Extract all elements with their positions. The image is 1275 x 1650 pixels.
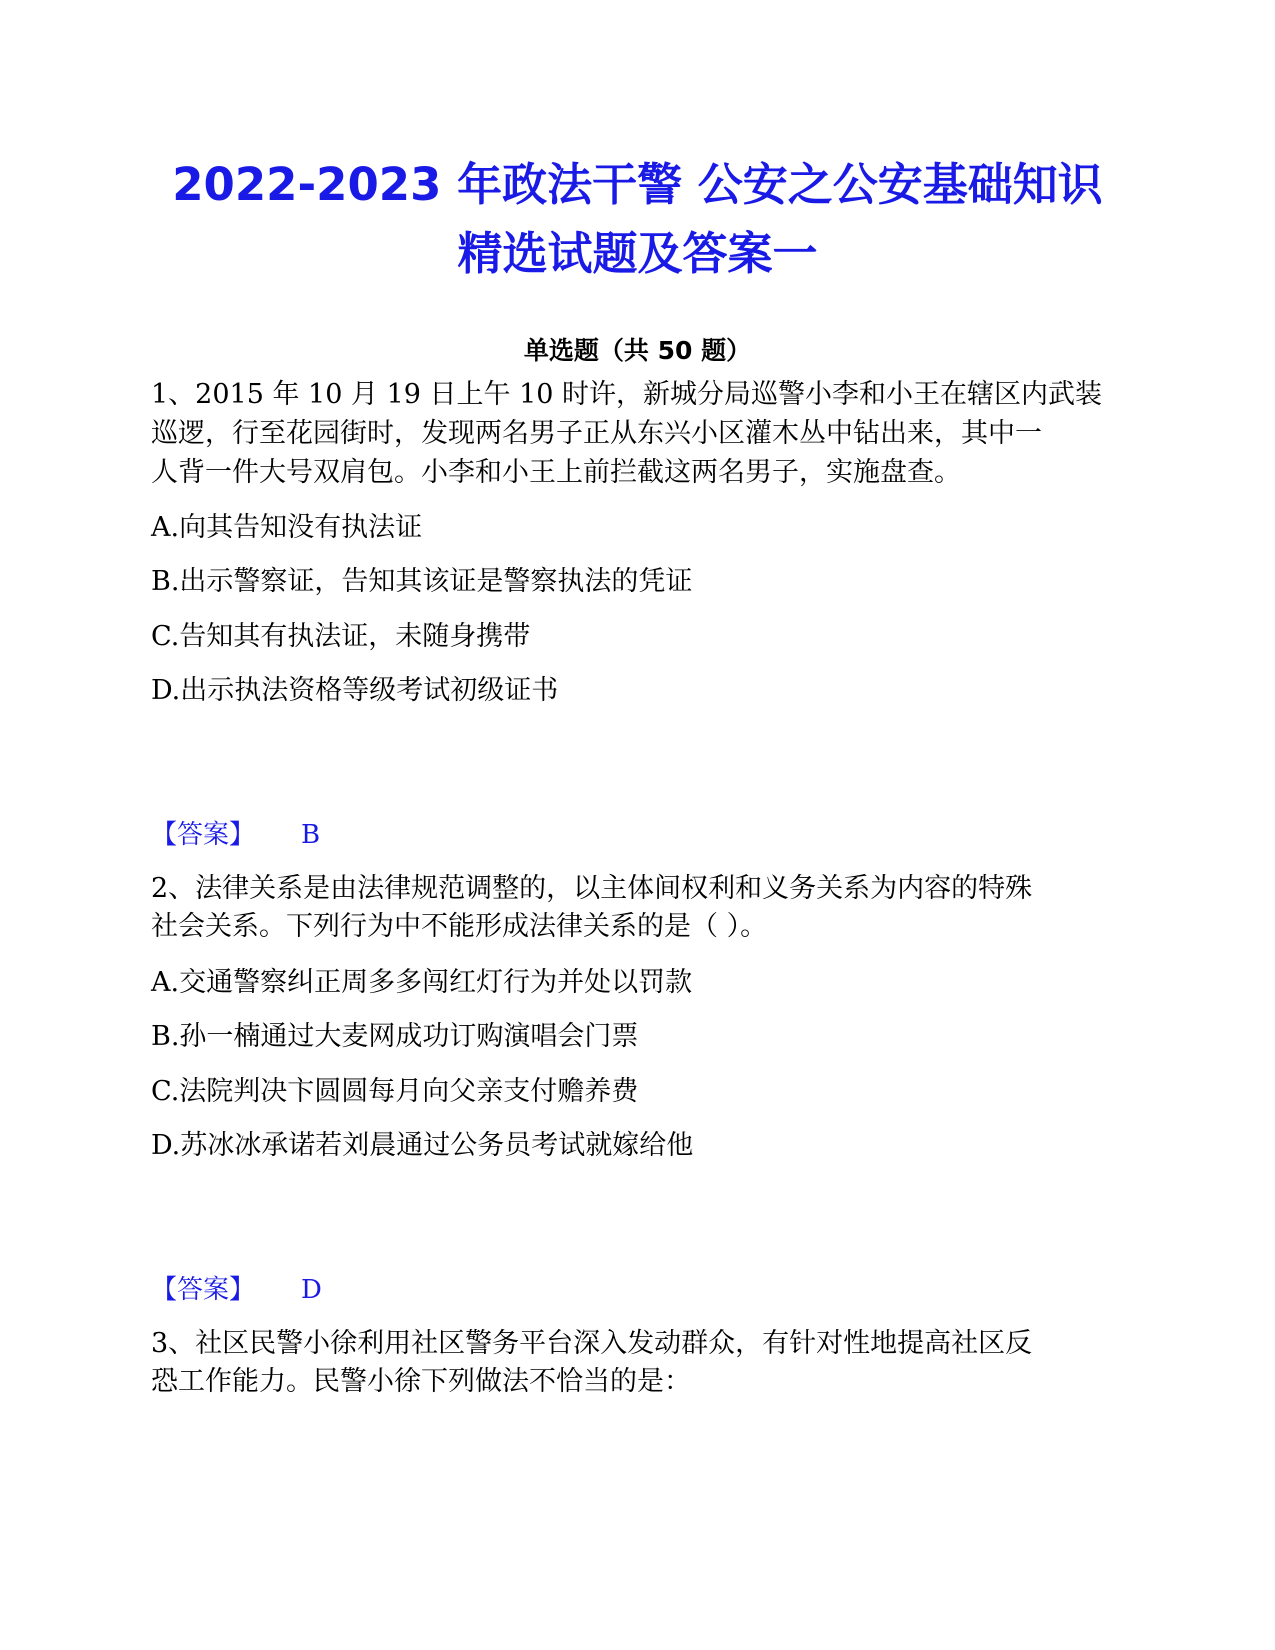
answer-value: B [301,820,321,850]
question-stem-line: 社会关系。下列行为中不能形成法律关系的是（ ）。 [151,911,768,942]
question-stem-line: 人背一件大号双肩包。小李和小王上前拦截这两名男子，实施盘查。 [151,457,961,488]
question-stem-line: 2、法律关系是由法律规范调整的，以主体间权利和义务关系为内容的特殊 [151,873,1033,904]
option-b: B.出示警察证，告知其该证是警察执法的凭证 [151,566,693,597]
question-stem-line: 巡逻，行至花园街时，发现两名男子正从东兴小区灌木丛中钻出来，其中一 [151,418,1042,449]
option-c: C.法院判决卞圆圆每月向父亲支付赡养费 [151,1076,639,1107]
document-title-line1: 2022-2023 年政法干警 公安之公安基础知识 [172,158,1103,211]
section-heading: 单选题（共 50 题） [523,336,752,365]
answer-row [151,1270,322,1310]
option-c: C.告知其有执法证，未随身携带 [151,621,531,652]
option-a: A.交通警察纠正周多多闯红灯行为并处以罚款 [151,967,693,998]
answer-row [151,815,320,855]
option-d: D.苏冰冰承诺若刘晨通过公务员考试就嫁给他 [151,1130,694,1161]
option-d: D.出示执法资格等级考试初级证书 [151,675,559,706]
question-stem-line: 恐工作能力。民警小徐下列做法不恰当的是： [151,1366,691,1397]
answer-value: D [301,1275,322,1305]
question-stem-line: 1、2015 年 10 月 19 日上午 10 时许，新城分局巡警小李和小王在辖区内武装 [151,379,1103,410]
answer-label: 【答案】 [151,1275,256,1305]
question-stem-line: 3、社区民警小徐利用社区警务平台深入发动群众，有针对性地提高社区反 [151,1328,1033,1359]
answer-label: 【答案】 [151,820,256,850]
option-a: A.向其告知没有执法证 [151,512,423,543]
option-b: B.孙一楠通过大麦网成功订购演唱会门票 [151,1021,639,1052]
document-title-line2: 精选试题及答案一 [457,227,818,280]
